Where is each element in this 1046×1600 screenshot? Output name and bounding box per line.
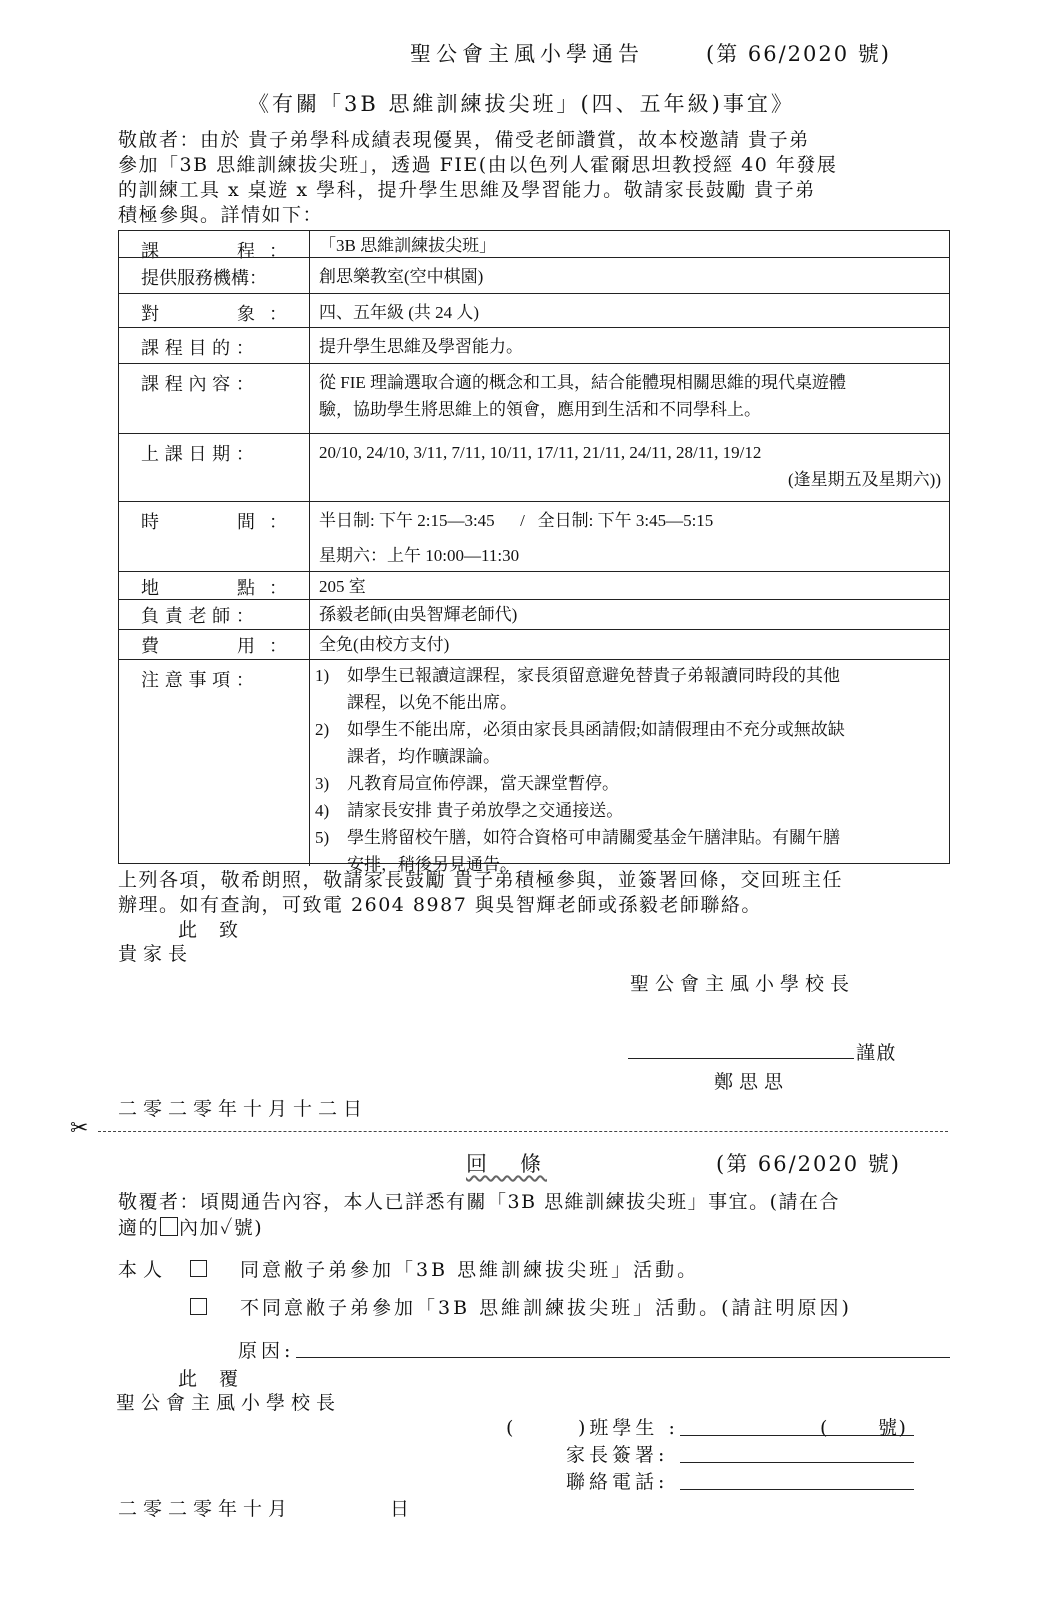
row-place bbox=[119, 571, 949, 600]
closing-line-2: 辦理。如有查詢，可致電 2604 8987 與吳智輝老師或孫毅老師聯絡。 bbox=[118, 894, 762, 916]
reply-intro-line-1: 敬覆者：頃閱通告內容，本人已詳悉有關「3B 思維訓練拔尖班」事宜。(請在合 bbox=[118, 1191, 841, 1213]
row-target bbox=[119, 293, 949, 328]
notes-list bbox=[315, 662, 941, 878]
class-student-label: )班學生 : bbox=[578, 1417, 679, 1439]
note-item-4: 4) 請家長安排 貴子弟放學之交通接送。 bbox=[315, 801, 624, 820]
note-item-1: 1) 如學生已報讀這課程，家長須留意避免替貴子弟報讀同時段的其他 課程，以免不能出席。 bbox=[315, 666, 840, 712]
note-item-3: 3) 凡教育局宣佈停課，當天課堂暫停。 bbox=[315, 774, 619, 793]
reply-number: (第 66/2020 號) bbox=[716, 1152, 901, 1176]
label-notes: 注 意 事 項 ： bbox=[141, 670, 254, 691]
course-value: 「3B 思維訓練拔尖班」 bbox=[319, 236, 497, 255]
dates-list: 20/10, 24/10, 3/11, 7/11, 10/11, 17/11, 21/11, 24/11, 28/11, 19/12 bbox=[319, 443, 762, 462]
reply-principal-title: 聖公會主風小學校長 bbox=[116, 1392, 342, 1414]
scissors-icon: ✂ bbox=[70, 1116, 89, 1141]
number-label: 號) bbox=[878, 1417, 908, 1439]
phone-field[interactable] bbox=[680, 1489, 914, 1490]
reply-date: 二零二零年十月 bbox=[118, 1498, 294, 1520]
time-line-2: 星期六：上午 10:00—11:30 bbox=[319, 546, 520, 565]
phone-label: 聯絡電話: bbox=[566, 1471, 669, 1493]
intro-line-3: 的訓練工具 x 桌遊 x 學科，提升學生思維及學習能力。敬請家長鼓勵 貴子弟 bbox=[118, 179, 816, 201]
class-open-paren: ( bbox=[506, 1417, 515, 1439]
intro-line-1: 敬啟者：由於 貴子弟學科成績表現優異，備受老師讚賞，故本校邀請 貴子弟 bbox=[118, 129, 810, 151]
place-value: 205 室 bbox=[319, 577, 366, 596]
aim-value: 提升學生思維及學習能力。 bbox=[319, 337, 523, 356]
intro-line-4: 積極參與。詳情如下： bbox=[118, 204, 324, 226]
dates-note: (逢星期五及星期六)) bbox=[788, 470, 941, 489]
principal-name: 鄭思思 bbox=[714, 1071, 790, 1093]
time-value bbox=[319, 507, 941, 569]
note-item-5: 5) 學生將留校午膳，如符合資格可申請關愛基金午膳津貼。有關午膳 安排，稍後另見通告。 bbox=[315, 828, 840, 874]
label-place-2: 點 bbox=[237, 578, 255, 599]
row-provider bbox=[119, 257, 949, 294]
notice-date: 二零二零年十月十二日 bbox=[118, 1098, 369, 1120]
agree-checkbox[interactable] bbox=[190, 1260, 207, 1277]
label-target-2: 象 bbox=[237, 304, 255, 325]
ben-ren-label: 本人 bbox=[118, 1259, 169, 1281]
dates-value bbox=[319, 439, 941, 493]
parent-signature-field[interactable] bbox=[680, 1462, 914, 1463]
label-teacher: 負 責 老 師 ： bbox=[141, 606, 254, 627]
time-line-1: 半日制: 下午 2:15—3:45 / 全日制: 下午 3:45—5:15 bbox=[319, 511, 714, 530]
row-aim bbox=[119, 327, 949, 364]
label-fee-colon: ： bbox=[269, 636, 287, 657]
notice-school-title: 聖公會主風小學通告 bbox=[410, 42, 644, 66]
label-provider: 提供服務機構： bbox=[141, 268, 267, 289]
reason-label: 原因: bbox=[238, 1340, 295, 1362]
ci-zhi: 此 致 bbox=[178, 919, 240, 941]
row-fee bbox=[119, 629, 949, 660]
provider-value: 創思樂教室(空中棋園) bbox=[319, 267, 484, 286]
reason-field[interactable] bbox=[296, 1357, 950, 1358]
label-content: 課 程 內 容 ： bbox=[141, 374, 254, 395]
label-time-2: 間 bbox=[237, 512, 255, 533]
label-fee-1: 費 bbox=[141, 636, 159, 657]
inline-checkbox-icon bbox=[160, 1217, 178, 1236]
content-line-2: 驗，協助學生將思維上的領會，應用到生活和不同學科上。 bbox=[319, 400, 761, 419]
intro-line-2: 參加「3B 思維訓練拔尖班」，透過 FIE(由以色列人霍爾思坦教授經 40 年發展 bbox=[118, 154, 838, 176]
ci-fu: 此 覆 bbox=[178, 1368, 240, 1390]
label-dates: 上 課 日 期 ： bbox=[141, 444, 254, 465]
row-notes bbox=[119, 659, 949, 874]
label-place-1: 地 bbox=[141, 578, 159, 599]
label-place-colon: ： bbox=[269, 578, 287, 599]
notice-subject: 《有關「3B 思維訓練拔尖班」(四、五年級)事宜》 bbox=[248, 92, 795, 116]
label-course-1: 課 bbox=[141, 241, 159, 262]
cut-line bbox=[98, 1131, 948, 1132]
content-value bbox=[319, 369, 941, 423]
parent-salutation: 貴家長 bbox=[118, 943, 194, 965]
reply-day-label: 日 bbox=[390, 1498, 411, 1520]
label-time-1: 時 bbox=[141, 512, 159, 533]
number-open-paren: ( bbox=[820, 1417, 829, 1439]
reply-intro-line-2: 適的 內加✓號) bbox=[118, 1217, 264, 1239]
signature-line bbox=[628, 1058, 854, 1059]
label-course-colon: ： bbox=[269, 241, 287, 262]
label-target-colon: ： bbox=[269, 304, 287, 325]
row-content bbox=[119, 363, 949, 434]
row-course bbox=[119, 231, 949, 262]
principal-title: 聖公會主風小學校長 bbox=[630, 973, 856, 995]
note-item-2: 2) 如學生不能出席，必須由家長具函請假;如請假理由不充分或無故缺 課者，均作曠課論。 bbox=[315, 720, 845, 766]
row-time bbox=[119, 501, 949, 572]
teacher-value: 孫毅老師(由吳智輝老師代) bbox=[319, 605, 518, 624]
label-course-2: 程 bbox=[237, 241, 255, 262]
label-aim: 課 程 目 的 ： bbox=[141, 338, 254, 359]
row-teacher bbox=[119, 599, 949, 630]
agree-option-label: 同意敝子弟參加「3B 思維訓練拔尖班」活動。 bbox=[240, 1259, 700, 1281]
course-details-table bbox=[118, 230, 950, 874]
target-value: 四、五年級 (共 24 人) bbox=[319, 303, 480, 322]
row-dates bbox=[119, 433, 949, 502]
parent-sign-label: 家長簽署: bbox=[566, 1444, 669, 1466]
checkmark-icon: ✓ bbox=[220, 1217, 234, 1239]
closing-line-1: 上列各項，敬希朗照，敬請家長鼓勵 貴子弟積極參與，並簽署回條，交回班主任 bbox=[118, 869, 844, 891]
label-fee-2: 用 bbox=[237, 636, 255, 657]
disagree-option-label: 不同意敝子弟參加「3B 思維訓練拔尖班」活動。(請註明原因) bbox=[240, 1297, 852, 1319]
label-time-colon: ： bbox=[269, 512, 287, 533]
disagree-checkbox[interactable] bbox=[190, 1298, 207, 1315]
notice-number: (第 66/2020 號) bbox=[706, 42, 891, 66]
label-target-1: 對 bbox=[141, 304, 159, 325]
content-line-1: 從 FIE 理論選取合適的概念和工具，結合能體現相關思維的現代桌遊體 bbox=[319, 373, 846, 392]
jin-qi: 謹啟 bbox=[856, 1042, 898, 1064]
reply-title: 回 條 bbox=[466, 1152, 547, 1176]
fee-value: 全免(由校方支付) bbox=[319, 635, 450, 654]
